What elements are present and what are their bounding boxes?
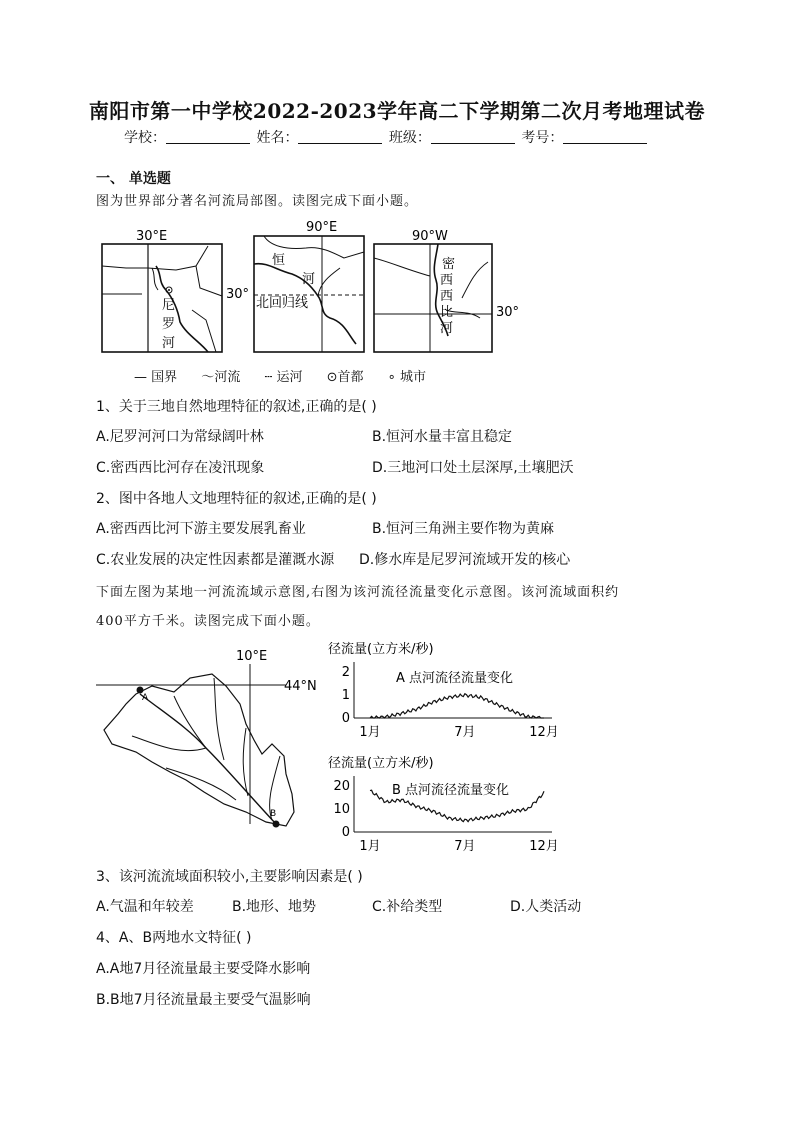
q1-option-d[interactable]: D.三地河口处土层深厚,土壤肥沃	[372, 460, 574, 476]
q2-option-c[interactable]: C.农业发展的决定性因素都是灌溉水源	[96, 552, 335, 568]
student-info-line	[124, 127, 649, 147]
q3-option-a[interactable]: A.气温和年较差	[96, 899, 194, 915]
mississippi-label-1: 密	[442, 257, 456, 272]
chart-b-xtick-label: 1月	[359, 839, 381, 854]
chart-a-ytick-label: 0	[341, 711, 350, 726]
class-label: 班级：	[388, 130, 431, 146]
q4-option-a[interactable]: A.A地7月径流量最主要受降水影响	[96, 961, 311, 977]
school-blank[interactable]	[166, 129, 250, 144]
legend-canal: ┄ 运河	[264, 370, 303, 385]
exam-no-blank[interactable]	[563, 129, 647, 144]
school-label: 学校：	[124, 130, 166, 146]
chart-b-ytick-label: 20	[333, 779, 350, 794]
question-1-stem: 1、关于三地自然地理特征的叙述,正确的是( )	[96, 399, 377, 415]
chart-a-ytick-label: 1	[341, 688, 350, 703]
mississippi-map	[374, 229, 519, 352]
runoff-chart-b	[326, 752, 566, 856]
legend-city: ∘ 城市	[387, 370, 426, 385]
river-maps-figure	[96, 218, 520, 366]
chart-a-xtick-label: 12月	[529, 725, 559, 740]
chart-a-title: A 点河流径流量变化	[396, 671, 514, 686]
nile-label-2: 罗	[162, 317, 176, 332]
legend-capital: ⊙首都	[326, 370, 364, 385]
mississippi-label-2: 西	[440, 273, 454, 288]
chart-b-ytick-label: 10	[333, 802, 350, 817]
basin-point-a-label: A	[142, 693, 149, 703]
q2-option-a[interactable]: A.密西西比河下游主要发展乳畜业	[96, 521, 306, 537]
ganges-label-2: 河	[302, 272, 316, 287]
basin-point-b-label: B	[270, 809, 277, 819]
section-heading: 一、 单选题	[96, 171, 171, 187]
question-4-stem: 4、A、B两地水文特征( )	[96, 930, 252, 946]
q1-option-a[interactable]: A.尼罗河河口为常绿阔叶林	[96, 429, 264, 445]
chart-a-xtick-label: 7月	[454, 725, 476, 740]
mississippi-lat-label: 30°	[496, 305, 520, 320]
legend-border: — 国界	[134, 370, 178, 385]
intro-text-1: 图为世界部分著名河流局部图。读图完成下面小题。	[96, 194, 419, 209]
ganges-lon-label: 90°E	[306, 220, 338, 235]
chart-a-xtick-label: 1月	[359, 725, 381, 740]
question-3-stem: 3、该河流流域面积较小,主要影响因素是( )	[96, 869, 363, 885]
q1-option-c[interactable]: C.密西西比河存在凌汛现象	[96, 460, 265, 476]
name-label: 姓名：	[256, 130, 299, 146]
tropic-label: 北回归线	[256, 296, 309, 311]
mississippi-label-4: 比	[440, 305, 454, 320]
ganges-map	[254, 220, 364, 352]
question-2-stem: 2、图中各地人文地理特征的叙述,正确的是( )	[96, 491, 377, 507]
nile-lat-label: 30°	[226, 287, 250, 302]
chart-b-title: B 点河流径流量变化	[392, 783, 510, 798]
chart-b-ylabel: 径流量(立方米/秒)	[328, 756, 434, 771]
chart-b-xtick-label: 7月	[454, 839, 476, 854]
mississippi-label-5: 河	[440, 321, 454, 336]
class-blank[interactable]	[431, 129, 515, 144]
river-basin-map	[96, 644, 326, 840]
basin-lat-label: 44°N	[284, 679, 317, 694]
q1-option-b[interactable]: B.恒河水量丰富且稳定	[372, 429, 513, 445]
page-title: 南阳市第一中学校2022-2023学年高二下学期第二次月考地理试卷	[88, 99, 706, 123]
q3-option-d[interactable]: D.人类活动	[510, 899, 582, 915]
nile-map	[102, 229, 249, 352]
q2-option-d[interactable]: D.修水库是尼罗河流域开发的核心	[359, 552, 571, 568]
chart-a-ylabel: 径流量(立方米/秒)	[328, 642, 434, 657]
nile-label-1: 尼	[162, 298, 176, 313]
basin-lon-label: 10°E	[236, 649, 268, 664]
q2-option-b[interactable]: B.恒河三角洲主要作物为黄麻	[372, 521, 555, 537]
nile-lon-label: 30°E	[136, 229, 168, 244]
chart-b-xtick-label: 12月	[529, 839, 559, 854]
q3-option-c[interactable]: C.补给类型	[372, 899, 443, 915]
q3-option-b[interactable]: B.地形、地势	[232, 899, 317, 915]
q4-option-b[interactable]: B.B地7月径流量最主要受气温影响	[96, 992, 311, 1008]
runoff-chart-a	[326, 638, 566, 742]
chart-b-ytick-label: 0	[341, 825, 350, 840]
mississippi-lon-label: 90°W	[412, 229, 448, 244]
name-blank[interactable]	[298, 129, 382, 144]
map-legend	[134, 366, 446, 385]
exam-no-label: 考号：	[521, 130, 564, 146]
mississippi-label-3: 西	[440, 289, 454, 304]
intro-text-2b: 400平方千米。读图完成下面小题。	[96, 614, 320, 629]
nile-label-3: 河	[162, 336, 176, 351]
ganges-label-1: 恒	[272, 253, 286, 268]
chart-a-ytick-label: 2	[341, 665, 350, 680]
intro-text-2a: 下面左图为某地一河流流域示意图,右图为该河流径流量变化示意图。该河流域面积约	[96, 585, 620, 600]
chart-a-series-line	[370, 694, 544, 718]
legend-river: 〜河流	[201, 370, 241, 385]
